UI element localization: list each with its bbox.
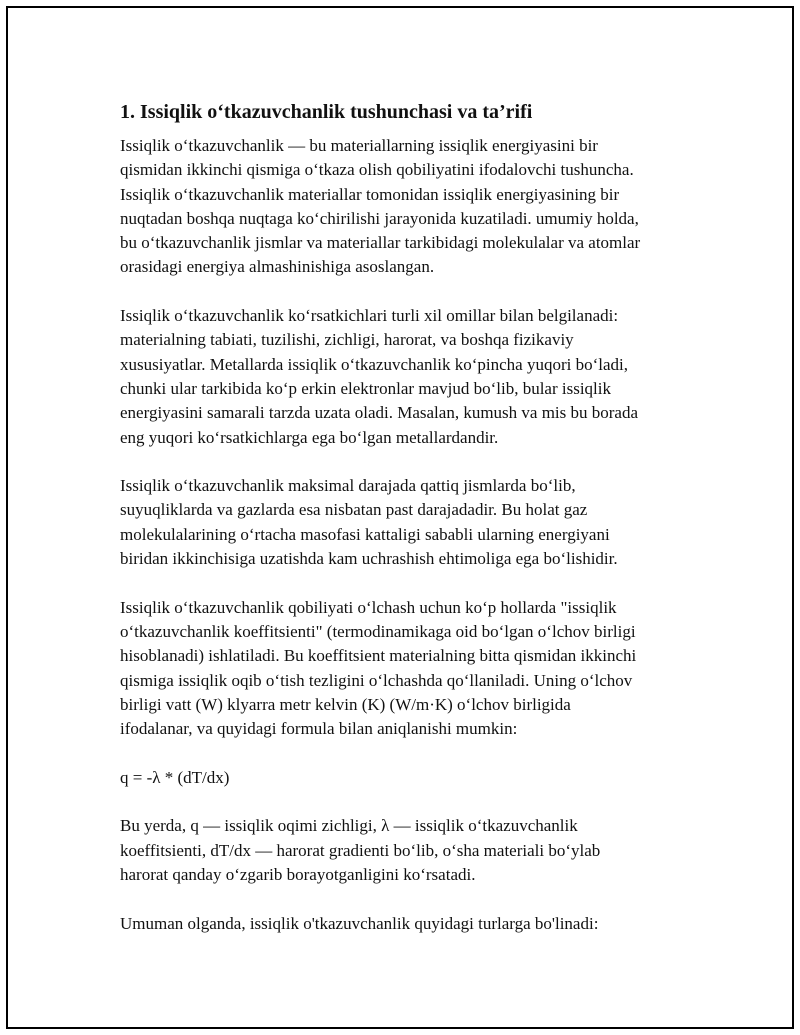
paragraph-closing: Umuman olganda, issiqlik o'tkazuvchanlik quyidagi turlarga bo'linadi: [120, 913, 599, 933]
paragraph-factors [120, 304, 690, 450]
text-line: qismiga issiqlik oqib o‘tish tezligini o‘lchashda qo‘llaniladi. Uning o‘lchov [120, 670, 633, 690]
text-line: Issiqlik o‘tkazuvchanlik maksimal darajada qattiq jismlarda bo‘lib, [120, 476, 576, 496]
text-line: molekulalarining o‘rtacha masofasi kattaligi sababli ularning energiyani [120, 524, 610, 544]
text-line: o‘tkazuvchanlik koeffitsienti" (termodinamikaga oid bo‘lgan o‘lchov birligi [120, 621, 636, 641]
text-line: harorat qanday o‘zgarib borayotganligini ko‘rsatadi. [120, 864, 476, 884]
text-line: eng yuqori ko‘rsatkichlarga ega bo‘lgan metallardandir. [120, 427, 499, 447]
text-line: koeffitsienti, dT/dx — harorat gradienti bo‘lib, o‘sha materiali bo‘ylab [120, 840, 601, 860]
text-line: suyuqliklarda va gazlarda esa nisbatan past darajadadir. Bu holat gaz [120, 500, 588, 520]
text-line: Bu yerda, q — issiqlik oqimi zichligi, λ — issiqlik o‘tkazuvchanlik [120, 816, 578, 836]
text-line: materialning tabiati, tuzilishi, zichligi, harorat, va boshqa fizikaviy [120, 330, 574, 350]
paragraph-coefficient [120, 596, 690, 742]
text-line: orasidagi energiya almashinishiga asoslangan. [120, 257, 435, 277]
formula: q = -λ * (dT/dx) [120, 767, 230, 787]
text-line: birligi vatt (W) klyarra metr kelvin (K) (W/m·K) o‘lchov birligida [120, 694, 571, 714]
section-heading: 1. Issiqlik o‘tkazuvchanlik tushunchasi va ta’rifi [120, 101, 533, 123]
text-line: biridan ikkinchisiga uzatishda kam uchrashish ehtimoliga ega bo‘lishidir. [120, 549, 618, 569]
text-line: bu o‘tkazuvchanlik jismlar va materiallar tarkibidagi molekulalar va atomlar [120, 233, 641, 253]
text-line: xususiyatlar. Metallarda issiqlik o‘tkazuvchanlik ko‘pincha yuqori bo‘ladi, [120, 354, 628, 374]
text-line: Issiqlik o‘tkazuvchanlik ko‘rsatkichlari turli xil omillar bilan belgilanadi: [120, 306, 619, 326]
text-line: Issiqlik o‘tkazuvchanlik materiallar tomonidan issiqlik energiyasining bir [120, 184, 620, 204]
text-line: ifodalanar, va quyidagi formula bilan aniqlanishi mumkin: [120, 719, 518, 739]
text-line: Issiqlik o‘tkazuvchanlik qobiliyati o‘lchash uchun ko‘p hollarda "issiqlik [120, 597, 617, 617]
page-frame [6, 6, 794, 1029]
text-line: nuqtadan boshqa nuqtaga ko‘chirilishi jarayonida kuzatiladi. umumiy holda, [120, 208, 639, 228]
text-line: qismidan ikkinchi qismiga o‘tkaza olish qobiliyatini ifodalovchi tushuncha. [120, 160, 634, 180]
document-body [120, 100, 690, 960]
text-line: hisoblanadi) ishlatiladi. Bu koeffitsient materialning bitta qismidan ikkinchi [120, 646, 637, 666]
text-line: energiyasini samarali tarzda uzata oladi. Masalan, kumush va mis bu borada [120, 403, 639, 423]
text-line: chunki ular tarkibida ko‘p erkin elektronlar mavjud bo‘lib, bular issiqlik [120, 378, 611, 398]
paragraph-explanation [120, 814, 690, 887]
paragraph-states [120, 474, 690, 571]
text-line: Issiqlik o‘tkazuvchanlik — bu materiallarning issiqlik energiyasini bir [120, 136, 598, 155]
paragraph-definition [120, 134, 690, 280]
